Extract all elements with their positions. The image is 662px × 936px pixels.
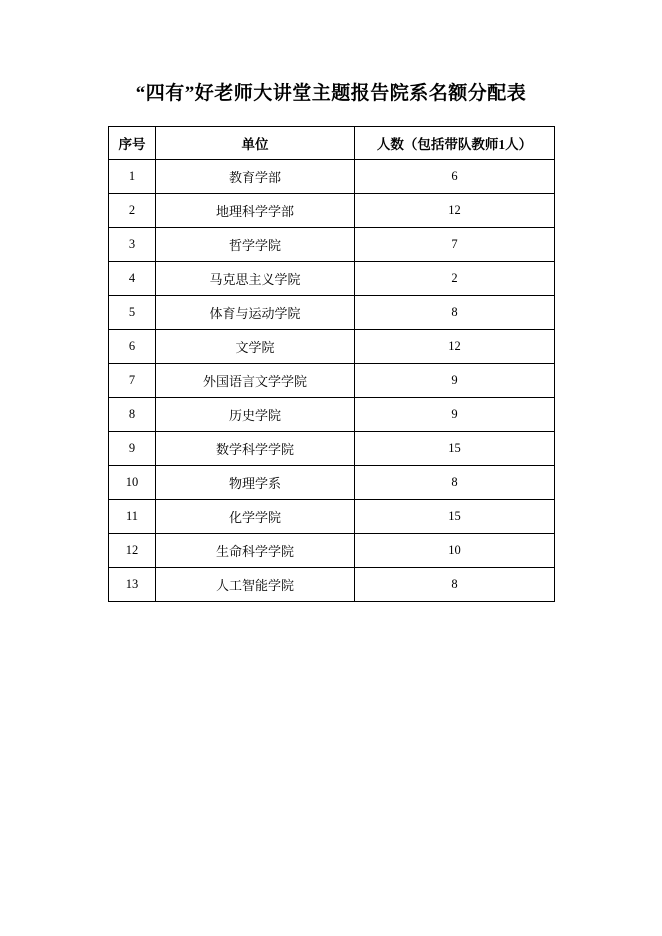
cell-index: 11 <box>109 500 156 534</box>
table-row <box>109 228 555 262</box>
cell-unit: 体育与运动学院 <box>156 296 355 330</box>
cell-unit: 历史学院 <box>156 398 355 432</box>
table-row <box>109 296 555 330</box>
cell-count: 8 <box>355 466 555 500</box>
cell-index: 7 <box>109 364 156 398</box>
table-row <box>109 330 555 364</box>
cell-unit: 哲学学院 <box>156 228 355 262</box>
table-body <box>109 160 555 602</box>
cell-unit: 文学院 <box>156 330 355 364</box>
cell-unit: 物理学系 <box>156 466 355 500</box>
cell-unit: 化学学院 <box>156 500 355 534</box>
column-header-unit: 单位 <box>156 127 355 160</box>
cell-count: 8 <box>355 296 555 330</box>
cell-index: 4 <box>109 262 156 296</box>
cell-index: 3 <box>109 228 156 262</box>
cell-index: 5 <box>109 296 156 330</box>
cell-index: 8 <box>109 398 156 432</box>
table-header-row <box>109 127 555 160</box>
table-row <box>109 364 555 398</box>
cell-count: 15 <box>355 500 555 534</box>
cell-count: 9 <box>355 364 555 398</box>
column-header-index: 序号 <box>109 127 156 160</box>
cell-unit: 外国语言文学学院 <box>156 364 355 398</box>
cell-unit: 教育学部 <box>156 160 355 194</box>
table-row <box>109 262 555 296</box>
table-row <box>109 194 555 228</box>
cell-unit: 地理科学学部 <box>156 194 355 228</box>
cell-unit: 数学科学学院 <box>156 432 355 466</box>
table-row <box>109 398 555 432</box>
table-row <box>109 466 555 500</box>
table-row <box>109 534 555 568</box>
page-title: “四有”好老师大讲堂主题报告院系名额分配表 <box>135 83 527 104</box>
table-row <box>109 568 555 602</box>
cell-index: 13 <box>109 568 156 602</box>
cell-index: 10 <box>109 466 156 500</box>
table-row <box>109 160 555 194</box>
cell-index: 1 <box>109 160 156 194</box>
cell-unit: 马克思主义学院 <box>156 262 355 296</box>
quota-table-container <box>108 126 554 602</box>
cell-index: 2 <box>109 194 156 228</box>
cell-count: 6 <box>355 160 555 194</box>
cell-index: 6 <box>109 330 156 364</box>
cell-count: 7 <box>355 228 555 262</box>
cell-count: 8 <box>355 568 555 602</box>
cell-unit: 人工智能学院 <box>156 568 355 602</box>
cell-count: 15 <box>355 432 555 466</box>
cell-index: 12 <box>109 534 156 568</box>
table-row <box>109 432 555 466</box>
table-header <box>109 127 555 160</box>
quota-table <box>108 126 555 602</box>
cell-index: 9 <box>109 432 156 466</box>
cell-count: 10 <box>355 534 555 568</box>
cell-unit: 生命科学学院 <box>156 534 355 568</box>
table-row <box>109 500 555 534</box>
column-header-count: 人数（包括带队教师1人） <box>355 127 555 160</box>
cell-count: 2 <box>355 262 555 296</box>
cell-count: 9 <box>355 398 555 432</box>
cell-count: 12 <box>355 194 555 228</box>
cell-count: 12 <box>355 330 555 364</box>
